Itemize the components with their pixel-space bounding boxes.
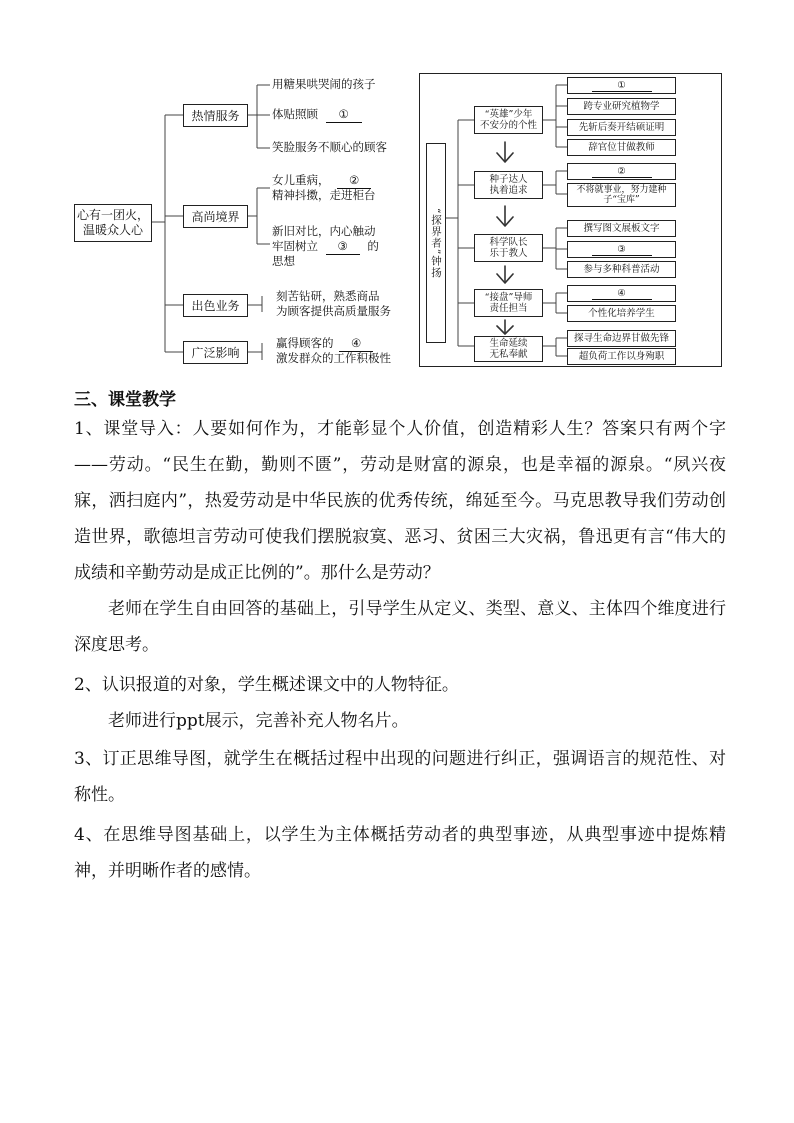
stage-line: 乐于教人 [489, 248, 528, 259]
paragraph-intro: 1、课堂导入：人要如何作为，才能彰显个人价值，创造精彩人生？答案只有两个字——劳动。“民生在勤，勤则不匮”，劳动是财富的源泉，也是幸福的源泉。“夙兴夜寐，洒扫庭内”，热爱劳动是中华民族的优秀传统，绵延至今。马克思教导我们劳动创造世界，歌德坦言劳动可使我们摆脱寂寞、恶习、贫困三大灾祸，鲁迅更有言“伟大的成绩和辛勤劳动是成正比例的”。那什么是劳动？ [74, 419, 726, 583]
paragraph-step-3: 3、订正思维导图，就学生在概括过程中出现的问题进行纠正，强调语言的规范性、对称性。 [74, 749, 726, 805]
stage-box [474, 234, 543, 262]
stage-line: 责任担当 [489, 303, 528, 314]
down-arrow-icon [497, 320, 513, 334]
detail-text: 刻苦钻研，熟悉商品 [276, 289, 380, 303]
item-box [567, 330, 676, 347]
paragraph-teacher-guide: 老师在学生自由回答的基础上，引导学生从定义、类型、意义、主体四个维度进行深度思考。 [74, 599, 726, 655]
root-line-2: 温暖众人心 [82, 223, 143, 237]
down-arrow-icon [497, 142, 513, 162]
stage-line: 科学队长 [489, 237, 528, 248]
detail-line: 的 [367, 239, 379, 253]
item-box [567, 305, 676, 322]
stage-line: 无私奉献 [489, 349, 528, 360]
detail-line: 体贴照顾 [272, 107, 318, 121]
stage-box [474, 336, 543, 362]
item-text: 参与多种科普活动 [583, 264, 660, 275]
item-box [567, 220, 676, 237]
item-text: 撰写图文展板文字 [583, 223, 660, 234]
blank-2: ② [337, 173, 371, 189]
section-title: 三、课堂教学 [74, 390, 176, 410]
stage-line: 不安分的个性 [479, 120, 537, 131]
item-box [567, 163, 676, 180]
detail-line: 赢得顾客的 [276, 336, 334, 350]
detail-line: 牢固树立 [272, 239, 318, 253]
detail-text: 笑脸服务不顺心的顾客 [272, 140, 387, 154]
detail-line: 女儿重病， [272, 173, 330, 187]
stage-line: 执着追求 [489, 185, 528, 196]
branch-title: 热情服务 [191, 109, 240, 123]
item-blank: ③ [592, 244, 652, 256]
paragraph-ppt: 老师进行ppt展示，完善补充人物名片。 [108, 711, 409, 731]
branch-title: 高尚境界 [191, 210, 240, 224]
item-text: 超负荷工作以身殉职 [578, 351, 665, 362]
detail-text: 为顾客提供高质量服务 [276, 304, 391, 318]
stage-box [474, 106, 543, 134]
item-text: 先斩后奏开结硕证明 [578, 122, 665, 133]
item-text: 探寻生命边界甘做先锋 [573, 333, 669, 344]
stage-line: 生命延续 [489, 338, 528, 349]
stage-box [474, 171, 543, 199]
item-box [567, 241, 676, 258]
item-box [567, 285, 676, 302]
branch-title: 出色业务 [191, 299, 240, 313]
detail-text: 用糖果哄哭闹的孩子 [272, 77, 376, 91]
item-text: 辞官位甘做教师 [588, 142, 655, 153]
paragraph-step-2: 2、认识报道的对象，学生概述课文中的人物特征。 [74, 675, 459, 695]
detail-text: 精神抖擞，走进柜台 [272, 188, 376, 202]
item-text: 跨专业研究植物学 [583, 101, 660, 112]
blank-3: ③ [326, 239, 360, 255]
paragraph-step-4: 4、在思维导图基础上，以学生为主体概括劳动者的典型事迹，从典型事迹中提炼精神，并明晰作者的感情。 [74, 825, 726, 881]
stage-box [474, 289, 543, 317]
blank-4: ④ [339, 336, 373, 352]
detail-text: 新旧对比，内心触动 [272, 224, 376, 238]
item-box [567, 139, 676, 156]
root-line-1: 心有一团火， [76, 208, 149, 222]
item-box [567, 77, 676, 94]
root-title: “探界者”钟扬 [430, 207, 442, 279]
stage-line: “接盘”导师 [484, 292, 533, 303]
down-arrow-icon [497, 206, 513, 226]
item-blank: ① [592, 80, 652, 92]
detail-text: 激发群众的工作积极性 [276, 351, 391, 365]
item-blank: ④ [592, 288, 652, 300]
item-box [567, 348, 676, 365]
blank-1: ① [326, 107, 362, 123]
item-box [567, 98, 676, 115]
item-box [567, 183, 676, 207]
stage-line: “英雄”少年 [484, 109, 533, 120]
item-blank: ② [592, 166, 652, 178]
right-map-root [426, 143, 446, 343]
branch-title: 广泛影响 [191, 346, 240, 360]
item-text: 个性化培养学生 [588, 308, 655, 319]
stage-line: 种子达人 [489, 174, 528, 185]
item-box [567, 119, 676, 136]
down-arrow-icon [497, 266, 513, 283]
item-text: 不将就事业，努力建种子“宝库” [576, 185, 667, 205]
detail-text: 思想 [272, 254, 295, 268]
item-box [567, 261, 676, 278]
